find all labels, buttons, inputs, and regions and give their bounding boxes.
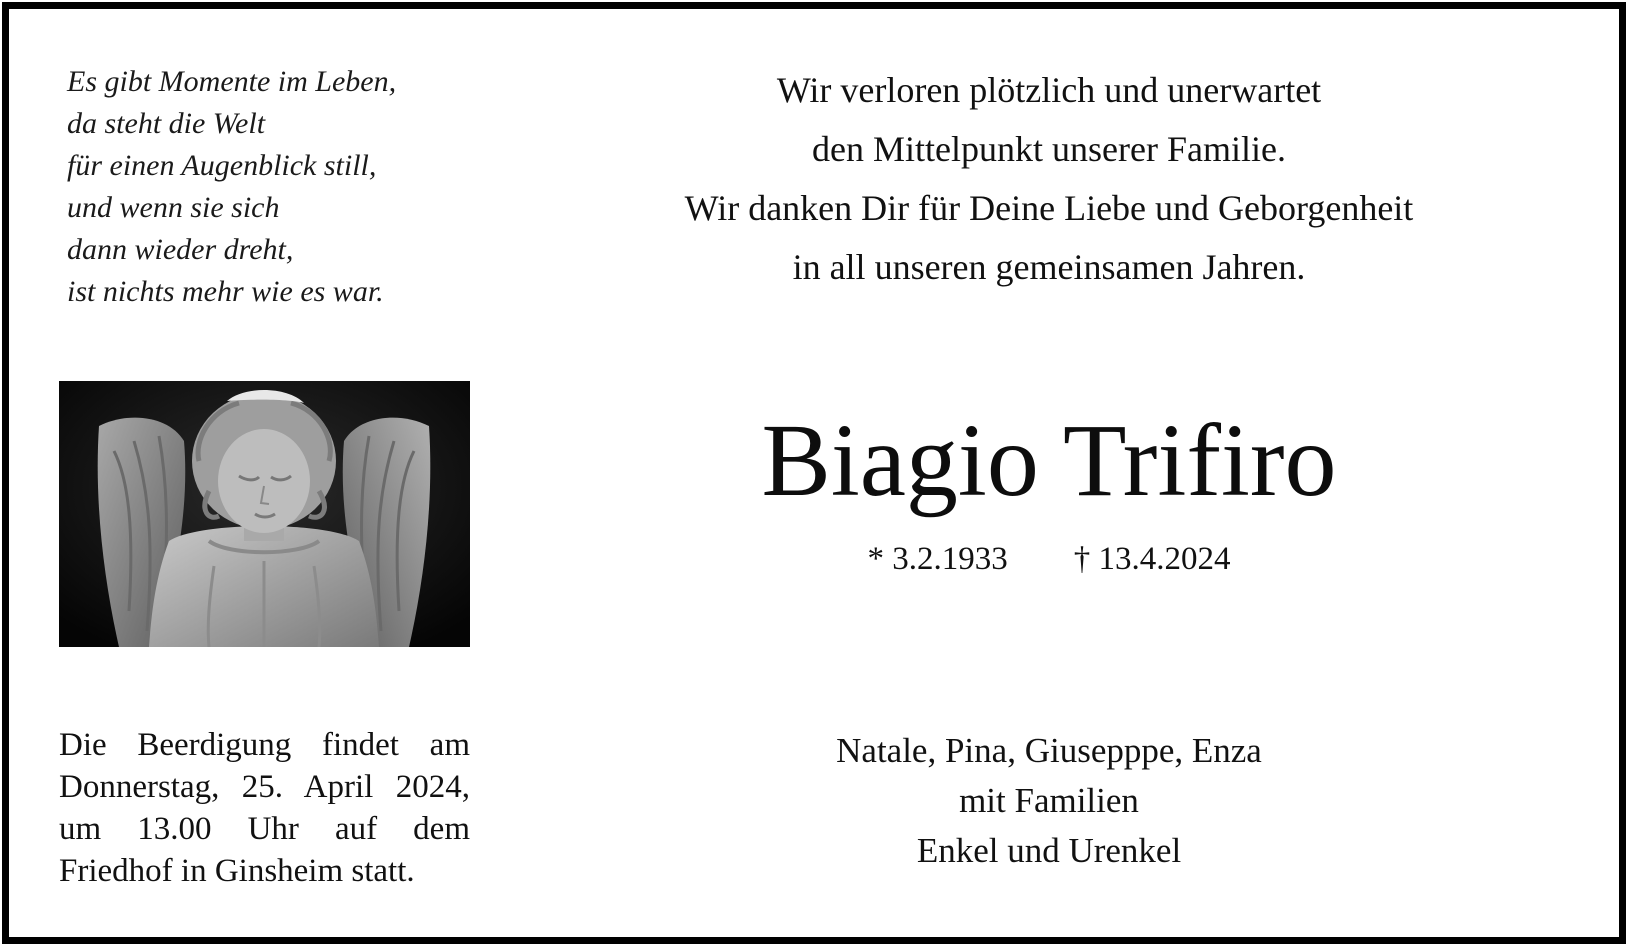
intro-line: den Mittelpunkt unserer Familie. bbox=[812, 129, 1286, 169]
poem-line: Es gibt Momente im Leben, bbox=[67, 65, 397, 98]
obituary-card bbox=[2, 2, 1626, 944]
poem-line: und wenn sie sich bbox=[67, 191, 280, 224]
birth-date: * 3.2.1933 bbox=[867, 541, 1008, 577]
mourners-line: Natale, Pina, Giusepppe, Enza bbox=[836, 731, 1262, 770]
intro-line: Wir danken Dir für Deine Liebe und Geborgenheit bbox=[684, 188, 1414, 228]
angel-statue-image bbox=[59, 381, 470, 647]
poem-line: dann wieder dreht, bbox=[67, 233, 294, 266]
poem-line: ist nichts mehr wie es war. bbox=[67, 275, 384, 308]
intro-text bbox=[589, 61, 1509, 297]
mourners bbox=[589, 726, 1509, 876]
poem-line: für einen Augenblick still, bbox=[67, 149, 377, 182]
burial-notice: Die Beerdigung findet am Donnerstag, 25. April 2024, um 13.00 Uhr auf dem Friedhof in Ginsheim statt. bbox=[59, 727, 470, 889]
intro-line: in all unseren gemeinsamen Jahren. bbox=[792, 247, 1306, 287]
angel-photo bbox=[59, 381, 470, 647]
death-date: † 13.4.2024 bbox=[1073, 541, 1231, 577]
poem-line: da steht die Welt bbox=[67, 107, 266, 140]
intro-line: Wir verloren plötzlich und unerwartet bbox=[776, 70, 1322, 110]
mourners-line: Enkel und Urenkel bbox=[916, 831, 1182, 870]
poem bbox=[67, 61, 396, 313]
life-dates bbox=[589, 537, 1509, 581]
mourners-line: mit Familien bbox=[959, 781, 1139, 820]
deceased-name: Biagio Trifiro bbox=[761, 403, 1337, 518]
